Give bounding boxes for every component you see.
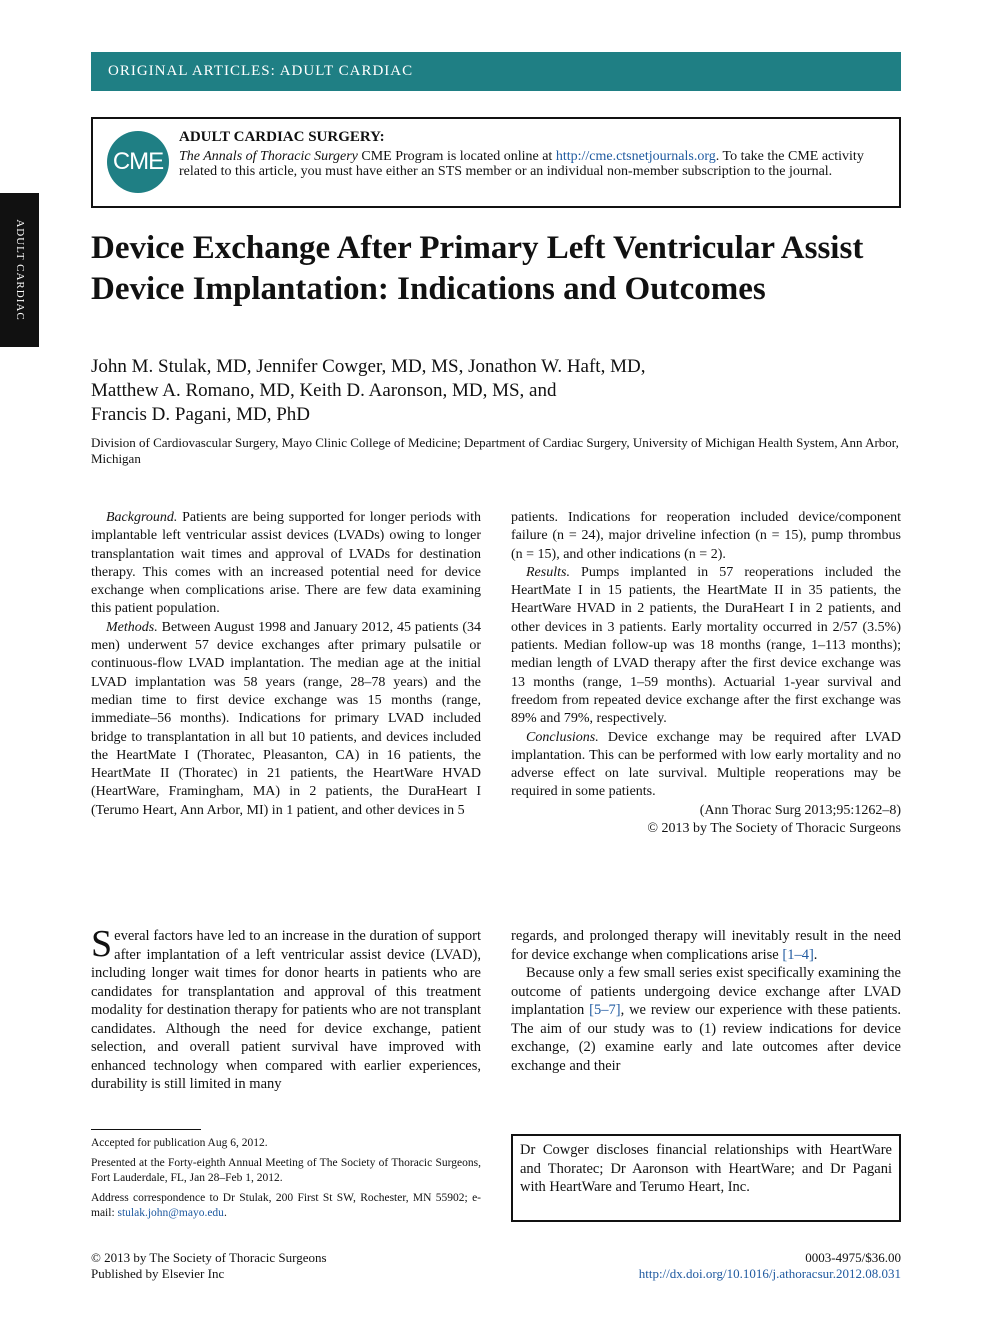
abstract-right-column [511, 509, 901, 838]
address-text: Address correspondence to Dr Stulak, 200 First St SW, Rochester, MN 55902; e-mail: [91, 1192, 481, 1219]
body-right-column [511, 927, 901, 1075]
footnote-presented: Presented at the Forty-eighth Annual Meeting of The Society of Thoracic Surgeons, Fort Lauderdale, FL, Jan 28–Feb 1, 2012. [91, 1157, 481, 1184]
author-list [91, 355, 901, 427]
results-text: Pumps implanted in 57 reoperations included the HeartMate I in 15 patients, the HeartMate II in 35 patients, the HeartWare HVAD in 2 patients, the DuraHeart I in 2 patients, and other devices in 3 patients. Early mortality occurred in 2/57 (3.5%) patients. Median follow-up was 18 months (range, 1–113 months); median length of LVAD therapy after the first device exchange was 13 months (range, 1–59 months). Actuarial 1-year survival and freedom from repeated device exchange after the first exchange was 89% and 79%, respectively. [511, 564, 901, 727]
footnotes [91, 1136, 481, 1226]
abstract-left-column [91, 509, 481, 820]
citation: (Ann Thorac Surg 2013;95:1262–8) [699, 802, 901, 818]
authors-line-1: John M. Stulak, MD, Jennifer Cowger, MD, MS, Jonathon W. Haft, MD, [91, 356, 646, 377]
footer-publisher: Published by Elsevier Inc [91, 1266, 225, 1281]
cme-text-line2: To take the CME activity related to this article, you must have either an STS member or an individual non-member subscription to the journal. [179, 149, 864, 179]
abstract-results [511, 564, 901, 729]
disclosure-box: Dr Cowger discloses financial relationships with HeartWare and Thoratec; Dr Aaronson with HeartWare; and Dr Pagani with HeartWare and Terumo Heart, Inc. [511, 1134, 901, 1222]
address-end: . [223, 1207, 227, 1219]
side-section-tab [0, 193, 39, 347]
cme-text-end: . [715, 149, 720, 164]
body-text-left: everal factors have led to an increase in the duration of support after implantation of a left ventricular assist device (LVAD), including longer wait times for donor hearts in patients who are candidates for transplantation and approval of this treatment modality for destination therapy for patients who are not transplant candidates. Although the need for device exchange, patient selection, and overall patient survival have improved with enhanced technology when compared with earlier experiences, durability is still limited in many [91, 928, 481, 1092]
methods-continued: patients. Indications for reoperation included device/component failure (n = 24), major driveline infection (n = 15), pump thrombus (n = 15), and other indications (n = 2). [511, 510, 901, 562]
methods-label: Methods. [106, 619, 158, 635]
footer-left [91, 1250, 327, 1282]
body-p1-end: . [813, 946, 818, 963]
cme-title: ADULT CARDIAC SURGERY: [179, 129, 385, 145]
article-title: Device Exchange After Primary Left Ventricular Assist Device Implantation: Indications and Outcomes [91, 230, 864, 307]
cme-text [179, 149, 879, 179]
authors-line-3: Francis D. Pagani, MD, PhD [91, 404, 311, 425]
cme-logo-icon: CME [107, 131, 169, 193]
cme-text-part: CME Program is located online at [357, 149, 556, 164]
methods-text: Between August 1998 and January 2012, 45 patients (34 men) underwent 57 device exchanges after primary pulsatile or continuous-flow LVAD implantation. The median age at the initial LVAD implantation was 58 years (range, 28–78 years) and the median time to first device exchange was 15 months (range, immediate–56 months). Indications for primary LVAD included bridge to transplantation in all but 10 patients, and devices included the HeartMate I (Thoratec, Pleasanton, CA) in 16 patients, the HeartMate II (Thoratec) in 21 patients, the HeartWare HVAD (HeartWare, Framingham, MA) in 2 patients, the DuraHeart I (Terumo Heart, Ann Arbor, MI) in 1 patient, and other devices in 5 [91, 619, 481, 818]
cme-notice-box [91, 117, 901, 208]
body-paragraph-1 [511, 927, 901, 964]
abstract-copyright: © 2013 by The Society of Thoracic Surgeons [647, 821, 901, 837]
conclusions-label: Conclusions. [526, 729, 599, 745]
body-left-column [91, 923, 481, 1094]
cme-journal-name: The Annals of Thoracic Surgery [179, 149, 358, 164]
reference-link[interactable]: [5–7] [589, 1002, 621, 1018]
body-p2-text-a: Because only a few small series exist specifically examining the outcome of patients undergoing device exchange after LVAD implantation [511, 965, 901, 1018]
reference-link[interactable]: [1–4] [782, 946, 814, 963]
affiliation: Division of Cardiovascular Surgery, Mayo Clinic College of Medicine; Department of Cardiac Surgery, University of Michigan Health System, Ann Arbor, Michigan [91, 435, 899, 466]
section-banner: ORIGINAL ARTICLES: ADULT CARDIAC [91, 52, 901, 91]
abstract-conclusions [511, 729, 901, 802]
footnote-address [91, 1191, 481, 1221]
footer-right [511, 1250, 901, 1282]
body-paragraph-2 [511, 964, 901, 1075]
footnote-divider [91, 1129, 201, 1130]
abstract-methods [91, 619, 481, 820]
body-p2-text-b: , we review our experience with these patients. The aim of our study was to (1) review indications for device exchange, (2) examine early and late outcomes after device exchange and their [511, 1002, 901, 1074]
email-link[interactable]: stulak.john@mayo.edu [117, 1207, 224, 1219]
cme-link[interactable]: http://cme.ctsnetjournals.org [555, 149, 716, 164]
authors-line-2: Matthew A. Romano, MD, Keith D. Aaronson, MD, MS, and [91, 380, 557, 401]
footer-copyright: © 2013 by The Society of Thoracic Surgeons [91, 1250, 327, 1265]
body-p1-text: regards, and prolonged therapy will inevitably result in the need for device exchange when complications arise [511, 928, 901, 963]
results-label: Results. [526, 564, 570, 580]
abstract-background [91, 509, 481, 619]
side-tab-label: ADULT CARDIAC [13, 219, 26, 321]
footnote-accepted: Accepted for publication Aug 6, 2012. [91, 1137, 268, 1149]
background-text: Patients are being supported for longer periods with implantable left ventricular assist devices (LVADs) owing to longer transplantation wait times and approval of LVADs for destination therapy. This comes with an increased potential need for device exchange when complications arise. There are few data examining this patient population. [91, 510, 481, 617]
conclusions-text: Device exchange may be required after LVAD implantation. This can be performed with low early mortality and no adverse effect on late survival. Multiple reoperations may be required in some patients. [511, 729, 901, 800]
doi-link[interactable]: http://dx.doi.org/10.1016/j.athoracsur.2012.08.031 [638, 1266, 901, 1281]
background-label: Background. [106, 510, 178, 525]
drop-cap: S [91, 923, 113, 965]
footer-issn: 0003-4975/$36.00 [805, 1250, 901, 1265]
